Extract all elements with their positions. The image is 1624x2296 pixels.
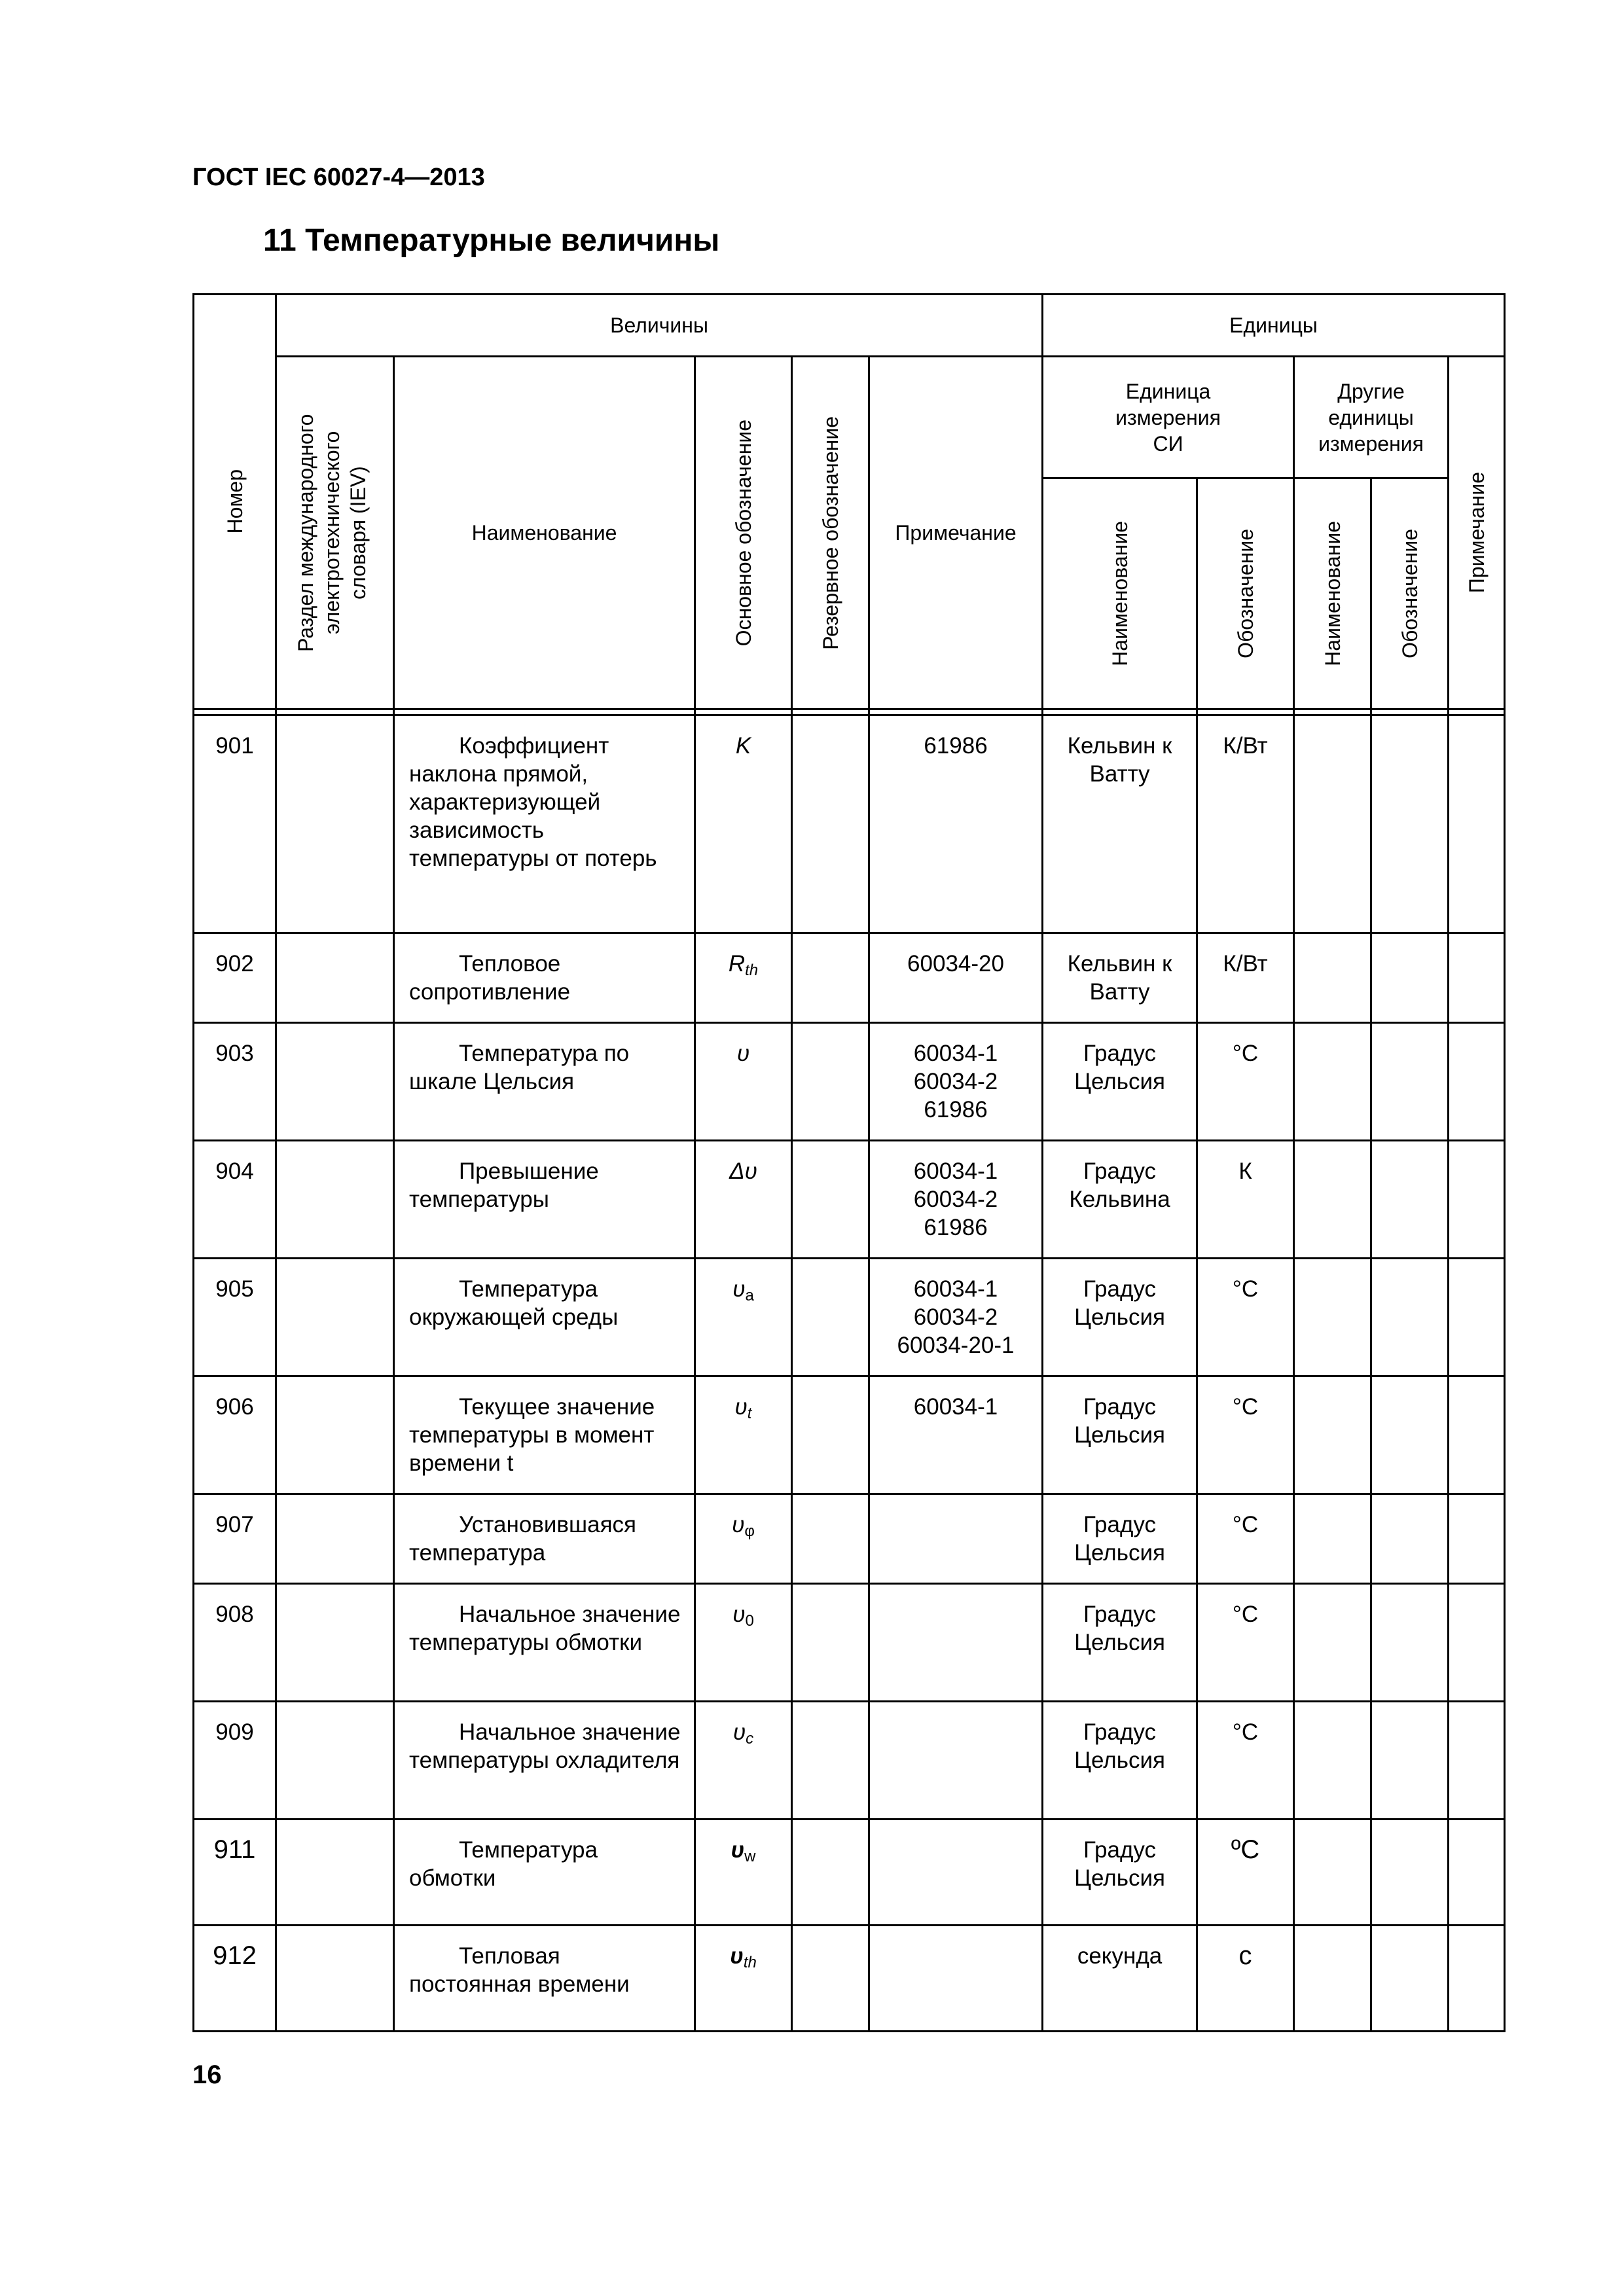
row-unit-symbol: °C xyxy=(1197,1702,1294,1820)
row-reserve-symbol xyxy=(792,1926,869,2032)
row-unit-name: Кельвин к Ватту xyxy=(1043,933,1197,1023)
row-name: Начальное значение температуры обмотки xyxy=(394,1584,695,1702)
header-unit-symbol: Обозначение xyxy=(1197,478,1294,709)
row-other-symbol xyxy=(1371,1259,1449,1376)
row-other-name xyxy=(1294,1584,1371,1702)
row-main-symbol: $\upsilon_\varphi$ xyxy=(695,1494,792,1584)
row-note xyxy=(869,1584,1043,1702)
header-quantities: Величины xyxy=(276,295,1043,357)
table-row xyxy=(194,1584,1505,1702)
row-name: Температура обмотки xyxy=(394,1820,695,1926)
row-note xyxy=(869,1820,1043,1926)
row-unit-symbol: °C xyxy=(1197,1584,1294,1702)
row-unit-symbol: °C xyxy=(1197,1023,1294,1141)
row-unit-name: Градус Цельсия xyxy=(1043,1376,1197,1494)
row-iev-section xyxy=(276,1141,394,1259)
table-row xyxy=(194,1259,1505,1376)
row-note: 60034-1 60034-2 61986 xyxy=(869,1023,1043,1141)
header-iev-section: Раздел международного электротехнического словаря (IEV) xyxy=(276,357,394,709)
row-name: Температура окружающей среды xyxy=(394,1259,695,1376)
row-name: Коэффициент наклона прямой, характеризующей зависимость температуры от потерь xyxy=(394,715,695,933)
row-number: 903 xyxy=(194,1023,276,1141)
row-main-symbol: $\upsilon_a$ xyxy=(695,1259,792,1376)
row-number: 907 xyxy=(194,1494,276,1584)
row-units-note xyxy=(1449,1259,1505,1376)
row-units-note xyxy=(1449,1494,1505,1584)
row-iev-section xyxy=(276,1376,394,1494)
row-iev-section xyxy=(276,715,394,933)
row-unit-name: Кельвин к Ватту xyxy=(1043,715,1197,933)
row-other-symbol xyxy=(1371,1702,1449,1820)
row-name: Тепловая постоянная времени xyxy=(394,1926,695,2032)
row-unit-name: Градус Цельсия xyxy=(1043,1023,1197,1141)
row-unit-symbol: К/Вт xyxy=(1197,715,1294,933)
row-other-symbol xyxy=(1371,933,1449,1023)
row-reserve-symbol xyxy=(792,933,869,1023)
row-number: 906 xyxy=(194,1376,276,1494)
row-reserve-symbol xyxy=(792,1141,869,1259)
row-note: 60034-20 xyxy=(869,933,1043,1023)
row-other-symbol xyxy=(1371,1141,1449,1259)
row-units-note xyxy=(1449,933,1505,1023)
row-reserve-symbol xyxy=(792,1702,869,1820)
row-other-name xyxy=(1294,1820,1371,1926)
row-number: 905 xyxy=(194,1259,276,1376)
row-unit-name: Градус Кельвина xyxy=(1043,1141,1197,1259)
row-other-name xyxy=(1294,933,1371,1023)
row-main-symbol: $\upsilon_t$ xyxy=(695,1376,792,1494)
row-note: 60034-1 60034-2 61986 xyxy=(869,1141,1043,1259)
row-reserve-symbol xyxy=(792,1259,869,1376)
row-name: Текущее значение температуры в момент времени t xyxy=(394,1376,695,1494)
row-number: 911 xyxy=(194,1820,276,1926)
row-iev-section xyxy=(276,1820,394,1926)
row-units-note xyxy=(1449,1926,1505,2032)
row-reserve-symbol xyxy=(792,1376,869,1494)
row-note xyxy=(869,1702,1043,1820)
row-other-name xyxy=(1294,1702,1371,1820)
row-reserve-symbol xyxy=(792,715,869,933)
header-units-note: Примечание xyxy=(1449,357,1505,709)
row-units-note xyxy=(1449,1702,1505,1820)
row-iev-section xyxy=(276,933,394,1023)
row-reserve-symbol xyxy=(792,1494,869,1584)
row-note: 61986 xyxy=(869,715,1043,933)
row-main-symbol: $R_{th}$ xyxy=(695,933,792,1023)
row-note: 60034-1 xyxy=(869,1376,1043,1494)
header-si-unit: Единица измерения СИ xyxy=(1043,357,1294,478)
row-units-note xyxy=(1449,1584,1505,1702)
row-unit-name: Градус Цельсия xyxy=(1043,1584,1197,1702)
row-unit-name: Градус Цельсия xyxy=(1043,1820,1197,1926)
row-name: Температура по шкале Цельсия xyxy=(394,1023,695,1141)
row-number: 902 xyxy=(194,933,276,1023)
header-note: Примечание xyxy=(869,357,1043,709)
table-row xyxy=(194,715,1505,933)
row-other-symbol xyxy=(1371,715,1449,933)
row-units-note xyxy=(1449,1141,1505,1259)
row-main-symbol: $\upsilon_0$ xyxy=(695,1584,792,1702)
quantities-table xyxy=(192,293,1506,2032)
header-other-symbol: Обозначение xyxy=(1371,478,1449,709)
row-main-symbol: $\upsilon_{th}$ xyxy=(695,1926,792,2032)
row-iev-section xyxy=(276,1926,394,2032)
row-other-name xyxy=(1294,1376,1371,1494)
row-other-symbol xyxy=(1371,1376,1449,1494)
row-reserve-symbol xyxy=(792,1584,869,1702)
table-row xyxy=(194,1376,1505,1494)
row-name: Установившаяся температура xyxy=(394,1494,695,1584)
header-name: Наименование xyxy=(394,357,695,709)
row-other-name xyxy=(1294,1141,1371,1259)
row-main-symbol: υ xyxy=(695,1023,792,1141)
row-number: 904 xyxy=(194,1141,276,1259)
header-units: Единицы xyxy=(1043,295,1505,357)
table-row xyxy=(194,933,1505,1023)
row-units-note xyxy=(1449,1820,1505,1926)
row-other-name xyxy=(1294,1926,1371,2032)
table-row xyxy=(194,1820,1505,1926)
row-unit-name: секунда xyxy=(1043,1926,1197,2032)
row-unit-symbol: К xyxy=(1197,1141,1294,1259)
table-row xyxy=(194,1141,1505,1259)
row-other-name xyxy=(1294,1494,1371,1584)
row-unit-name: Градус Цельсия xyxy=(1043,1494,1197,1584)
row-note xyxy=(869,1926,1043,2032)
row-other-symbol xyxy=(1371,1494,1449,1584)
document-code: ГОСТ IEC 60027-4—2013 xyxy=(192,164,485,191)
row-other-symbol xyxy=(1371,1926,1449,2032)
row-other-symbol xyxy=(1371,1023,1449,1141)
table-row xyxy=(194,1926,1505,2032)
row-note: 60034-1 60034-2 60034-20-1 xyxy=(869,1259,1043,1376)
row-main-symbol: K xyxy=(695,715,792,933)
row-unit-symbol: К/Вт xyxy=(1197,933,1294,1023)
header-number: Номер xyxy=(194,295,276,709)
header-other-name: Наименование xyxy=(1294,478,1371,709)
row-main-symbol: $\upsilon_w$ xyxy=(695,1820,792,1926)
table-row xyxy=(194,1494,1505,1584)
section-title: 11 Температурные величины xyxy=(263,223,720,258)
row-main-symbol: Δυ xyxy=(695,1141,792,1259)
row-unit-name: Градус Цельсия xyxy=(1043,1259,1197,1376)
header-main-symbol: Основное обозначение xyxy=(695,357,792,709)
row-number: 909 xyxy=(194,1702,276,1820)
row-other-name xyxy=(1294,1259,1371,1376)
row-iev-section xyxy=(276,1259,394,1376)
row-number: 912 xyxy=(194,1926,276,2032)
row-unit-name: Градус Цельсия xyxy=(1043,1702,1197,1820)
row-reserve-symbol xyxy=(792,1023,869,1141)
row-iev-section xyxy=(276,1023,394,1141)
row-iev-section xyxy=(276,1494,394,1584)
row-units-note xyxy=(1449,1376,1505,1494)
row-unit-symbol: °C xyxy=(1197,1376,1294,1494)
row-name: Начальное значение температуры охладителя xyxy=(394,1702,695,1820)
row-name: Превышение температуры xyxy=(394,1141,695,1259)
row-main-symbol: $\upsilon_c$ xyxy=(695,1702,792,1820)
table-row xyxy=(194,1023,1505,1141)
row-note xyxy=(869,1494,1043,1584)
row-iev-section xyxy=(276,1584,394,1702)
row-number: 901 xyxy=(194,715,276,933)
row-other-name xyxy=(1294,1023,1371,1141)
row-reserve-symbol xyxy=(792,1820,869,1926)
row-unit-symbol: ºC xyxy=(1197,1820,1294,1926)
row-iev-section xyxy=(276,1702,394,1820)
row-unit-symbol: с xyxy=(1197,1926,1294,2032)
header-other-units: Другие единицы измерения xyxy=(1294,357,1449,478)
page-number: 16 xyxy=(192,2060,222,2089)
table-row xyxy=(194,1702,1505,1820)
row-number: 908 xyxy=(194,1584,276,1702)
row-name: Тепловое сопротивление xyxy=(394,933,695,1023)
row-units-note xyxy=(1449,715,1505,933)
header-reserve-symbol: Резервное обозначение xyxy=(792,357,869,709)
row-other-symbol xyxy=(1371,1584,1449,1702)
row-other-symbol xyxy=(1371,1820,1449,1926)
row-other-name xyxy=(1294,715,1371,933)
header-unit-name: Наименование xyxy=(1043,478,1197,709)
row-unit-symbol: °C xyxy=(1197,1494,1294,1584)
row-units-note xyxy=(1449,1023,1505,1141)
row-unit-symbol: °C xyxy=(1197,1259,1294,1376)
